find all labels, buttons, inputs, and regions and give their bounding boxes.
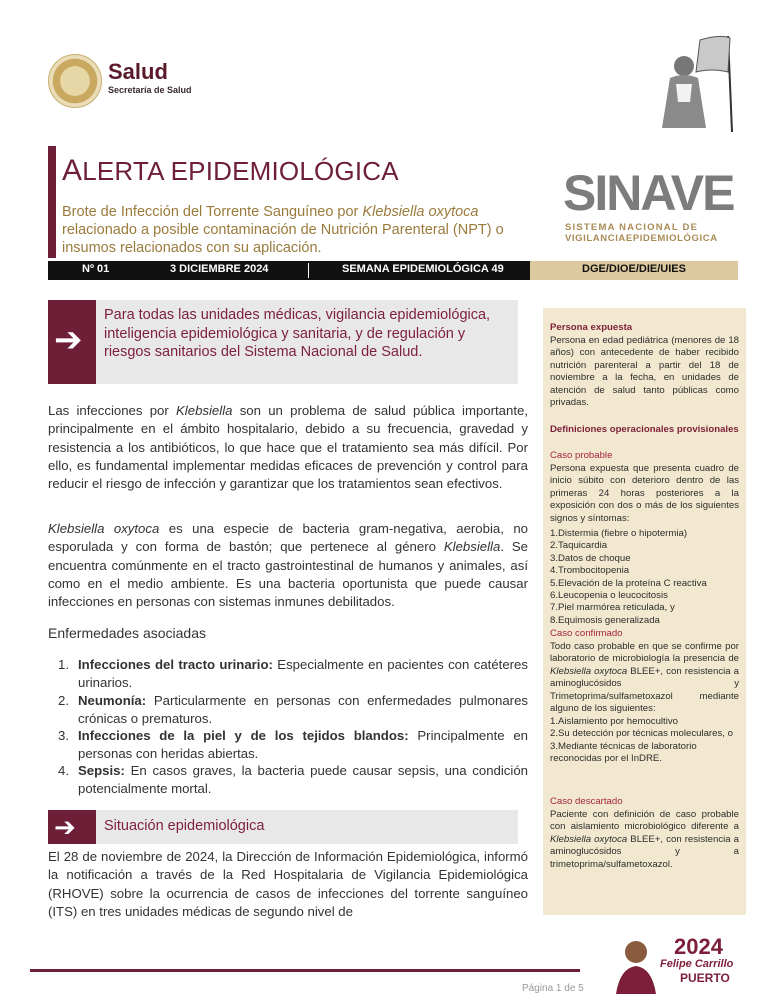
salud-logo-word: Salud xyxy=(108,59,168,84)
sign-item: 7.Piel marmórea reticulada, y xyxy=(550,602,675,614)
discarded-text: Paciente con definición de caso probable con aislamiento microbiológico diferente a Klebsiella oxytoca BLEE+, con resistencia a aminoglucósidos y a trimetoprima/sulfametoxazol. xyxy=(550,809,740,870)
alert-subtitle: Brote de Infección del Torrente Sanguíneo por Klebsiella oxytoca relacionado a posible contaminación de Nutrición Parenteral (NPT) o insumos relacionados con su aplicación. xyxy=(62,204,504,256)
arrow-right-icon: ➔ xyxy=(54,812,76,842)
discarded-heading: Caso descartado xyxy=(550,796,623,807)
mexico-seal-logo xyxy=(48,54,102,108)
methods-list xyxy=(550,716,739,766)
species-paragraph: Klebsiella oxytoca es una especie de bacteria gram-negativa, aerobia, no esporulada y con forma de bastón; que pertenece al género Klebsiella. Se encuentra comúnmente en el tracto gastrointestinal de humanos y animales, así como en el medio ambiente. Es una bacteria oportunista que puede causar infecciones en personas con sistemas inmunes debilitados. xyxy=(48,521,529,610)
alert-date: 3 DICIEMBRE 2024 xyxy=(170,263,269,275)
confirmed-text: Todo caso probable en que se confirme por laboratorio de microbiología la presencia de Klebsiella oxytoca BLEE+, con resistencia a aminoglucósidos y Trimetoprima/sulfametoxazol mediante alguno de los siguientes: xyxy=(550,641,740,715)
sinave-logo: SINAVE xyxy=(563,165,734,221)
sinave-logo-line1: SISTEMA NACIONAL DE xyxy=(565,222,699,233)
alert-title: ALERTA EPIDEMIOLÓGICA xyxy=(62,154,399,187)
disease-item: 1. Infecciones del tracto urinario: Especialmente en pacientes con catéteres urinarios. xyxy=(58,657,528,690)
sign-item: 1.Distermia (fiebre o hipotermia) xyxy=(550,528,688,539)
situation-paragraph: El 28 de noviembre de 2024, la Dirección de Información Epidemiológica, informó la notificación a través de la Red Hospitalaria de Vigilancia Epidemiológica (RHOVE) sobre la ocurrencia de casos de infecciones del torrente sanguíneo (ITS) en tres unidades médicas de segundo nivel de xyxy=(48,849,528,919)
sign-item: 8.Equimosis generalizada xyxy=(550,614,660,626)
definitions-heading: Definiciones operacionales provisionales xyxy=(550,424,739,435)
sinave-logo-line2: VIGILANCIAEPIDEMIOLÓGICA xyxy=(565,233,718,244)
exposed-text: Persona en edad pediátrica (menores de 18 años) con antecedente de haber recibido nutrición parenteral a partir del 18 de noviembre a la fecha, en unidades de atención de salud tanto públicas como privadas. xyxy=(550,335,739,409)
salud-logo-subtitle: Secretaría de Salud xyxy=(108,85,192,95)
page-number: Página 1 de 5 xyxy=(522,983,584,994)
method-item: 3.Mediante técnicas de laboratorio reconocidas por el InDRE. xyxy=(550,740,697,765)
probable-text: Persona expuesta que presenta cuadro de inicio súbito con deterioro dentro de las primeras 24 horas posteriores a la exposición con dos o más de los siguientes signos y síntomas: xyxy=(550,463,739,524)
epi-week: SEMANA EPIDEMIOLÓGICA 49 xyxy=(342,263,504,275)
alert-number: Nº 01 xyxy=(82,263,110,275)
sign-item: 5.Elevación de la proteína C reactiva xyxy=(550,577,707,589)
arrow-right-icon: ➔ xyxy=(54,321,83,359)
situation-heading: Situación epidemiológica xyxy=(104,818,265,834)
intro-paragraph: Las infecciones por Klebsiella son un problema de salud pública importante, principalmente en el ámbito hospitalario, debido a su frecuencia, gravedad y resistencia a los antibióticos, lo que hace que el tratamiento sea más difícil. Por ello, es fundamental implementar medidas eficaces de prevención y control para reducir el riesgo de infección y garantizar que los tratamientos sean efectivos. xyxy=(48,403,528,492)
confirmed-heading: Caso confirmado xyxy=(550,628,623,639)
disease-item: 4. Sepsis: En casos graves, la bacteria puede causar sepsis, una condición potencialmente mortal. xyxy=(58,763,528,796)
audience-text: Para todas las unidades médicas, vigilancia epidemiológica, inteligencia epidemiológica y sanitaria, y de regulación y riesgos sanitarios del Sistema Nacional de Salud. xyxy=(104,307,491,360)
title-accent-bar xyxy=(48,146,56,258)
signs-list xyxy=(550,528,739,627)
footer-rule xyxy=(30,969,580,972)
sign-item: 4.Trombocitopenia xyxy=(550,565,630,577)
sign-item: 2.Taquicardia xyxy=(550,540,608,552)
diseases-heading: Enfermedades asociadas xyxy=(48,625,206,641)
disease-item: 2. Neumonía: Particularmente en personas con enfermedades pulmonares crónicas o prematuros. xyxy=(58,693,528,726)
sign-item: 3.Datos de choque xyxy=(550,552,631,564)
footer-logo-year: 2024 xyxy=(674,934,723,959)
disease-item: 3. Infecciones de la piel y de los tejidos blandos: Principalmente en personas con heridas abiertas. xyxy=(58,728,528,761)
department-code: DGE/DIOE/DIE/UIES xyxy=(582,263,686,275)
portrait-illustration xyxy=(612,934,660,994)
method-item: 1.Aislamiento por hemocultivo xyxy=(550,716,678,727)
footer-logo-place: PUERTO xyxy=(680,971,730,985)
method-item: 2.Su detección por técnicas moleculares, o xyxy=(550,728,733,740)
exposed-heading: Persona expuesta xyxy=(550,322,633,333)
heroine-illustration xyxy=(640,32,744,136)
sign-item: 6.Leucopenia o leucocitosis xyxy=(550,590,668,602)
footer-logo-name: Felipe Carrillo xyxy=(660,958,734,970)
info-divider xyxy=(308,263,309,278)
probable-heading: Caso probable xyxy=(550,450,613,461)
